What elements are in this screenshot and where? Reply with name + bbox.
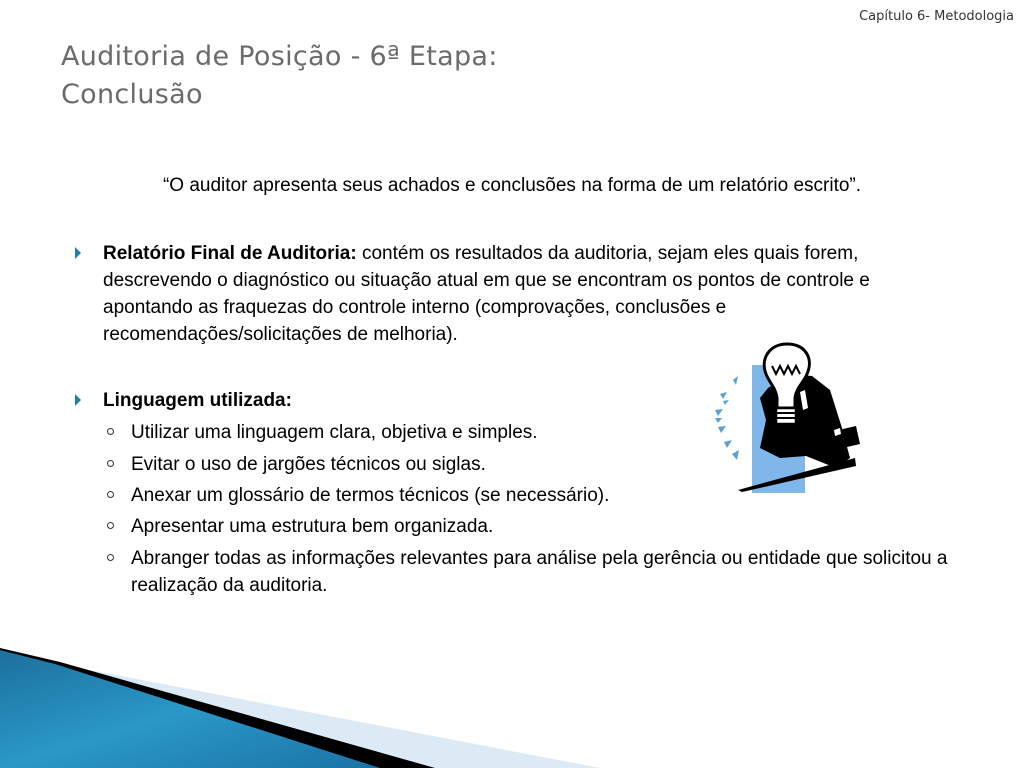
triangle-right-icon (75, 247, 81, 259)
sub-item-text: Evitar o uso de jargões técnicos ou siglas. (131, 454, 486, 475)
circle-icon (107, 428, 114, 435)
bullet-item-relatorio (103, 240, 963, 348)
circle-icon (107, 554, 114, 561)
sub-item-text: Utilizar uma linguagem clara, objetiva e simples. (131, 422, 538, 443)
sub-item (131, 545, 981, 599)
title-line-2: Conclusão (61, 79, 203, 110)
bullet-label: Linguagem utilizada: (103, 390, 292, 411)
slide-title (61, 38, 498, 114)
sub-item-text: Abranger todas as informações relevantes para análise pela gerência ou entidade que solicitou a realização da auditoria. (131, 548, 948, 596)
sub-item-text: Apresentar uma estrutura bem organizada. (131, 516, 494, 537)
lightbulb-businessman-icon (710, 340, 865, 495)
circle-icon (107, 522, 114, 529)
circle-icon (107, 460, 114, 467)
bullet-label: Relatório Final de Auditoria: (103, 243, 357, 264)
chapter-label: Capítulo 6- Metodologia (859, 9, 1014, 24)
title-line-1: Auditoria de Posição - 6ª Etapa: (61, 41, 498, 72)
sub-item (131, 513, 981, 540)
quote: “O auditor apresenta seus achados e conclusões na forma de um relatório escrito”. (162, 175, 862, 196)
circle-icon (107, 491, 114, 498)
triangle-right-icon (75, 394, 81, 406)
sub-item-text: Anexar um glossário de termos técnicos (se necessário). (131, 485, 610, 506)
bullet-text: contém os resultados da auditoria, sejam eles quais forem, descrevendo o diagnóstico ou situação atual em que se encontram os pontos de controle e apontando as fraquezas do controle interno (comprovações, conclusões e recomendações/solicitações de melhoria). (103, 243, 870, 345)
footer-decoration (0, 640, 1024, 768)
